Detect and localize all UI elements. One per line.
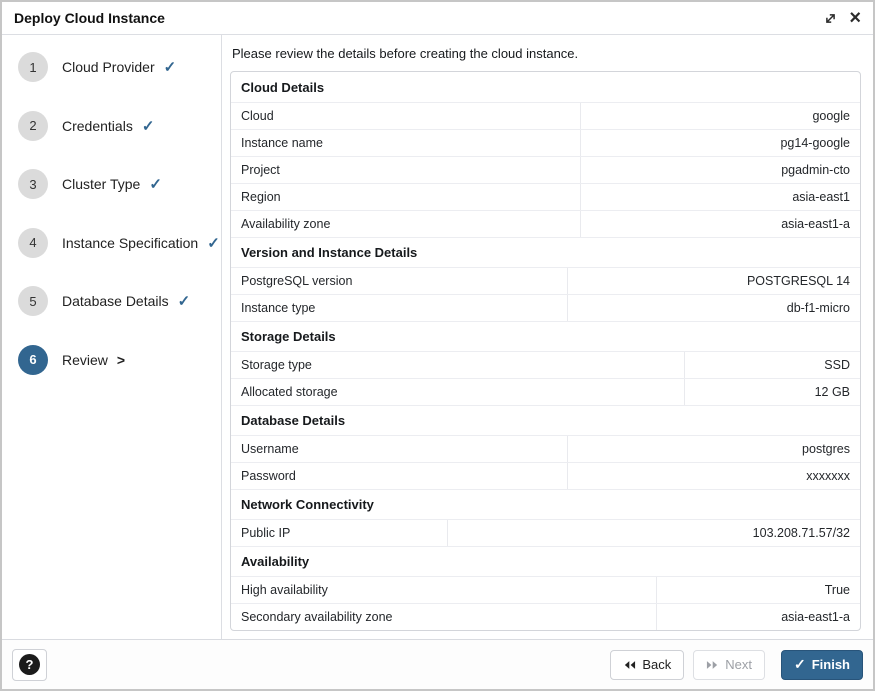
row-value: SSD xyxy=(824,358,850,372)
row-label: Public IP xyxy=(231,520,448,546)
step-number-badge: 2 xyxy=(18,111,48,141)
section-header-database-details: Database Details xyxy=(231,405,860,435)
dialog-body xyxy=(2,35,873,639)
section-header-cloud-details: Cloud Details xyxy=(241,79,325,95)
row-label: Storage type xyxy=(231,352,685,378)
table-row-username xyxy=(231,435,860,462)
section-header-availability: Availability xyxy=(231,546,860,576)
close-icon[interactable]: × xyxy=(849,7,861,29)
step-label: Instance Specification xyxy=(62,234,199,251)
row-label: Cloud xyxy=(231,103,581,129)
section-header-storage-details: Storage Details xyxy=(231,321,860,351)
row-value: pgadmin-cto xyxy=(781,163,850,177)
row-label: Availability zone xyxy=(231,211,581,237)
step-number-badge: 1 xyxy=(18,52,48,82)
review-table xyxy=(230,71,861,631)
step-label: Cluster Type xyxy=(62,176,141,193)
section-header-version-and-instance-details: Version and Instance Details xyxy=(231,237,860,267)
check-icon: ✓ xyxy=(793,656,806,672)
dialog-titlebar xyxy=(2,2,873,35)
table-row-storage-type xyxy=(231,351,860,378)
table-row-postgresql-version xyxy=(231,267,860,294)
table-row-high-availability xyxy=(231,576,860,603)
table-row-instance-type xyxy=(231,294,860,321)
check-icon: ✓ xyxy=(177,293,191,311)
section-header-network-connectivity: Network Connectivity xyxy=(231,489,860,519)
check-icon: ✓ xyxy=(149,176,162,194)
row-value: 103.208.71.57/32 xyxy=(752,526,850,540)
table-row-secondary-availability-zone xyxy=(231,603,860,630)
row-label: Instance name xyxy=(231,130,581,156)
review-panel xyxy=(222,35,873,639)
dialog-title: Deploy Cloud Instance xyxy=(14,10,165,26)
row-value: postgres xyxy=(802,442,850,456)
finish-button-label: Finish xyxy=(811,657,850,672)
step-number-badge: 3 xyxy=(18,169,48,199)
wizard-step-database-details[interactable] xyxy=(2,272,221,331)
row-label: Instance type xyxy=(231,295,568,321)
wizard-step-review[interactable] xyxy=(2,331,221,390)
table-row-instance-name xyxy=(231,129,860,156)
check-icon: ✓ xyxy=(141,117,155,135)
row-label: Password xyxy=(231,463,568,489)
row-label: Region xyxy=(231,184,581,210)
table-row-cloud xyxy=(231,102,860,129)
table-row-region xyxy=(231,183,860,210)
row-value: POSTGRESQL 14 xyxy=(746,274,850,288)
check-icon: ✓ xyxy=(207,234,220,252)
back-button-label: Back xyxy=(642,657,672,672)
row-value: asia-east1-a xyxy=(781,610,850,624)
finish-button[interactable] xyxy=(781,650,863,680)
row-value: db-f1-micro xyxy=(786,301,850,315)
wizard-step-instance-specification[interactable] xyxy=(2,214,221,273)
step-label: Database Details xyxy=(62,293,169,310)
row-label: Allocated storage xyxy=(231,379,685,405)
step-label: Cloud Provider xyxy=(62,59,155,76)
row-label: Username xyxy=(231,436,568,462)
table-row-availability-zone xyxy=(231,210,860,237)
double-arrow-right-icon xyxy=(706,660,719,670)
row-value: pg14-google xyxy=(780,136,850,150)
row-value: google xyxy=(812,109,850,123)
row-value: asia-east1 xyxy=(792,190,850,204)
row-value: 12 GB xyxy=(814,385,850,399)
table-row-password xyxy=(231,462,860,489)
row-value: True xyxy=(824,583,850,597)
wizard-step-credentials[interactable] xyxy=(2,97,221,156)
dialog-footer xyxy=(2,639,873,689)
step-number-badge: 4 xyxy=(18,228,48,258)
row-value: xxxxxxx xyxy=(806,469,850,483)
step-number-badge: 6 xyxy=(18,345,48,375)
table-row-project xyxy=(231,156,860,183)
next-button-label: Next xyxy=(725,657,752,672)
row-value: asia-east1-a xyxy=(781,217,850,231)
table-row-public-ip xyxy=(231,519,860,546)
row-label: High availability xyxy=(231,577,657,603)
step-label: Credentials xyxy=(62,117,133,134)
review-intro-text: Please review the details before creating the cloud instance. xyxy=(232,46,579,61)
help-button[interactable] xyxy=(12,649,47,681)
step-label: Review xyxy=(62,351,108,368)
question-mark-icon: ? xyxy=(19,654,40,675)
next-button[interactable] xyxy=(693,650,765,680)
row-label: Project xyxy=(231,157,581,183)
double-arrow-left-icon xyxy=(623,660,636,670)
table-row-allocated-storage xyxy=(231,378,860,405)
row-label: Secondary availability zone xyxy=(231,604,657,630)
back-button[interactable] xyxy=(610,650,684,680)
maximize-icon[interactable] xyxy=(824,12,837,25)
chevron-right-icon: > xyxy=(116,351,126,368)
row-label: PostgreSQL version xyxy=(231,268,568,294)
check-icon: ✓ xyxy=(163,59,177,77)
wizard-step-cluster-type[interactable] xyxy=(2,155,221,214)
wizard-steps-panel xyxy=(2,35,222,639)
wizard-step-cloud-provider[interactable] xyxy=(2,38,221,97)
step-number-badge: 5 xyxy=(18,286,48,316)
